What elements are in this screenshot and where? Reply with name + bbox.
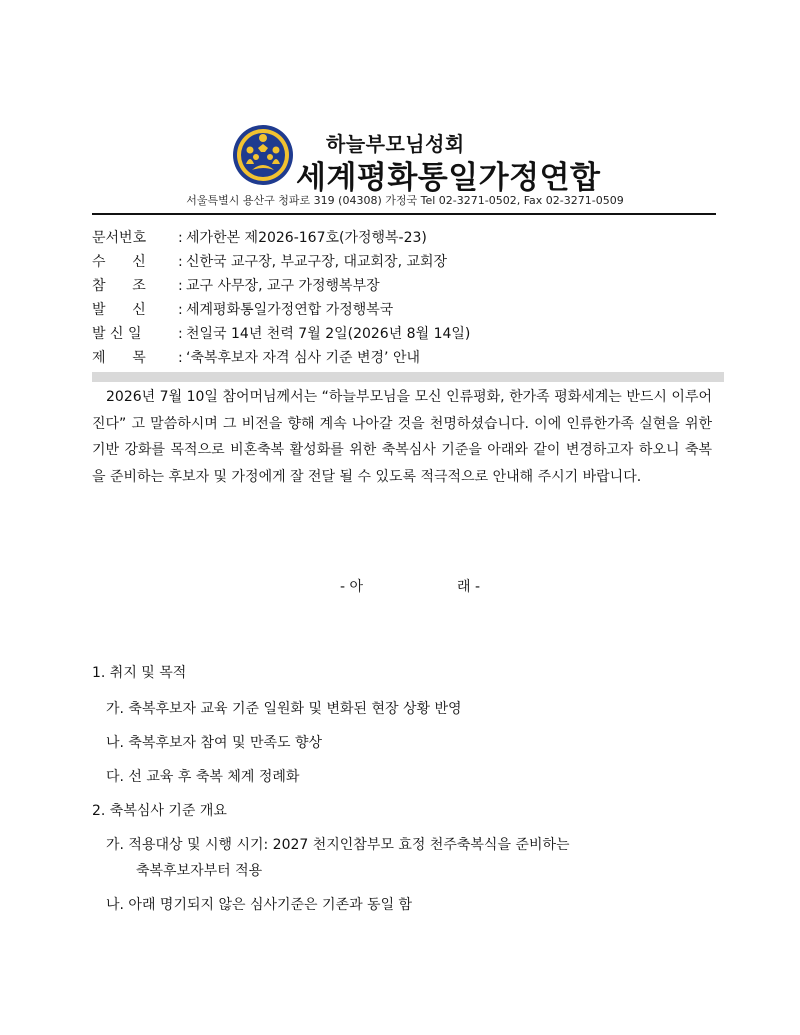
section-item: 나. 축복후보자 참여 및 만족도 향상 <box>106 735 323 751</box>
below-heading-left: - 아 <box>340 579 364 595</box>
organization-subtitle: 하늘부모님성회 <box>326 132 465 156</box>
organization-address: 서울특별시 용산구 청파로 319 (04308) 가정국 Tel 02-3271-0502, Fax 02-3271-0509 <box>186 194 624 207</box>
header-divider <box>92 213 716 215</box>
meta-value: 천일국 14년 천력 7월 2일(2026년 8월 14일) <box>186 326 471 342</box>
meta-row-subject: 제 목 : ‘축복후보자 자격 심사 기준 변경’ 안내 <box>92 346 722 370</box>
section-item: 나. 아래 명기되지 않은 심사기준은 기존과 동일 함 <box>106 897 413 913</box>
meta-key: 제 목 <box>92 350 146 366</box>
meta-row-send-date: 발 신 일 : 천일국 14년 천력 7월 2일(2026년 8월 14일) <box>92 322 722 346</box>
section-item <box>92 830 712 888</box>
meta-key: 발 신 <box>92 302 146 318</box>
section-title: 1. 취지 및 목적 <box>92 665 187 681</box>
section-item: 가. 축복후보자 교육 기준 일원화 및 변화된 현장 상황 반영 <box>106 701 462 717</box>
family-federation-logo-icon <box>232 124 294 186</box>
meta-value: ‘축복후보자 자격 심사 기준 변경’ 안내 <box>186 350 421 366</box>
meta-key: 발 신 일 <box>92 326 142 342</box>
section-item-continuation: 축복후보자부터 적용 <box>136 863 263 879</box>
meta-row-doc-number: 문서번호 : 세가한본 제2026-167호(가정행복-23) <box>92 226 722 250</box>
below-heading <box>340 576 480 596</box>
section-item-text: 가. 적용대상 및 시행 시기: 2027 천지인참부모 효정 천주축복식을 준비하는 <box>106 837 570 853</box>
meta-key: 참 조 <box>92 278 146 294</box>
document-meta <box>92 226 722 370</box>
meta-value: 세가한본 제2026-167호(가정행복-23) <box>186 230 427 246</box>
body-paragraph: 2026년 7월 10일 참어머님께서는 “하늘부모님을 모신 인류평화, 한가족 평화세계는 반드시 이루어진다” 고 말씀하시며 그 비전을 향해 계속 나아갈 것을 천명하셨습니다. 이에 인류한가족 실현을 위한 기반 강화를 목적으로 비혼축복 활성화를 위한 축복심사 기준을 아래와 같이 변경하고자 하오니 축복을 준비하는 후보자 및 가정에게 잘 전달 될 수 있도록 적극적으로 안내해 주시기 바랍니다. <box>92 389 712 485</box>
meta-key: 수 신 <box>92 254 146 270</box>
below-heading-right: 래 - <box>456 579 480 595</box>
section-title: 2. 축복심사 기준 개요 <box>92 803 227 819</box>
organization-name: 세계평화통일가정연합 <box>296 160 601 196</box>
meta-value: 교구 사무장, 교구 가정행복부장 <box>186 278 380 294</box>
section-item: 다. 선 교육 후 축복 체계 정례화 <box>106 769 300 785</box>
meta-value: 세계평화통일가정연합 가정행복국 <box>186 302 394 318</box>
meta-key: 문서번호 <box>92 230 147 246</box>
meta-value: 신한국 교구장, 부교구장, 대교회장, 교회장 <box>186 254 448 270</box>
meta-row-reference: 참 조 : 교구 사무장, 교구 가정행복부장 <box>92 274 722 298</box>
meta-row-recipient: 수 신 : 신한국 교구장, 부교구장, 대교회장, 교회장 <box>92 250 722 274</box>
sections <box>92 660 712 922</box>
section-divider-bar <box>92 372 724 382</box>
meta-row-sender: 발 신 : 세계평화통일가정연합 가정행복국 <box>92 298 722 322</box>
